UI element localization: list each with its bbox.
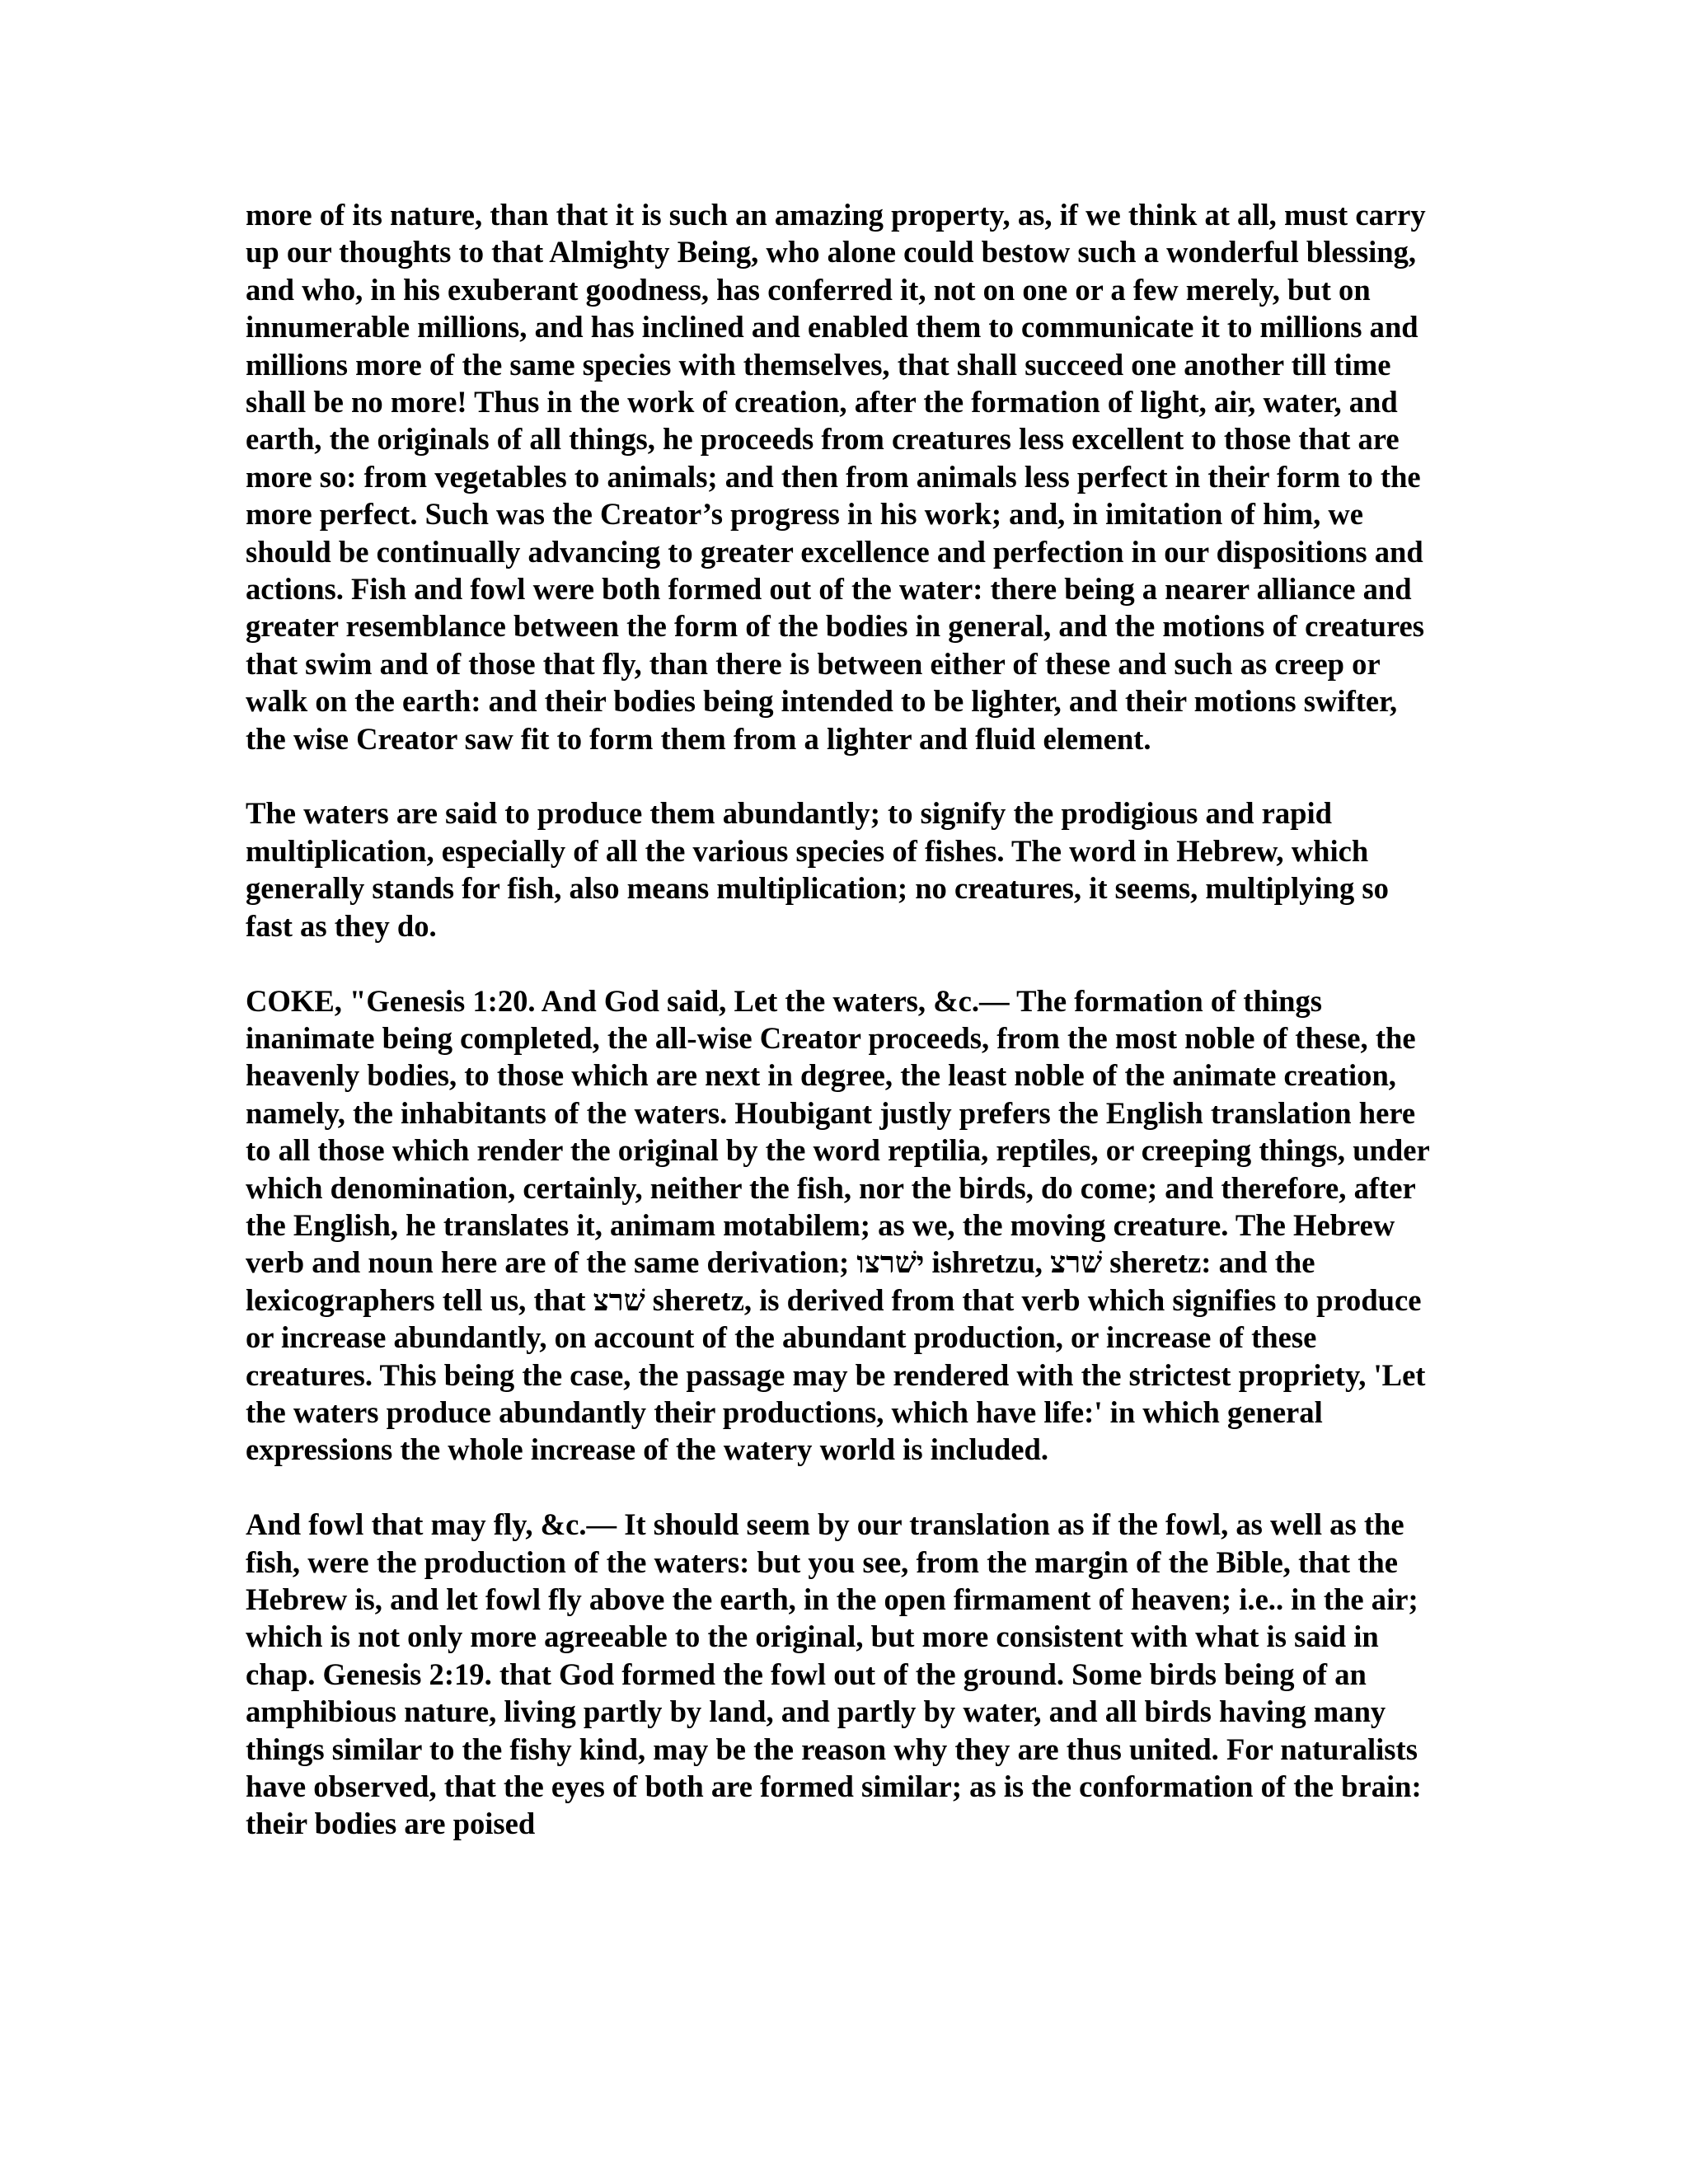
paragraph-4: And fowl that may fly, &c.— It should seem by our translation as if the fowl, as well as the fish, were the production of the waters: but you see, from the margin of the Bible, that the Hebrew is, and let fowl fly above the earth, in the open firmament of heaven; i.e.. in the air; which is not only more agreeable to the original, but more consistent with what is said in chap. Genesis 2:19. that God formed the fowl out of the ground. Some birds being of an amphibious nature, living partly by land, and partly by water, and all birds having many things similar to the fishy kind, may be the reason why they are thus united. For naturalists have observed, that the eyes of both are formed similar; as is the conformation of the brain: their bodies are poised xyxy=(246,1507,1422,1841)
paragraph-3: COKE, "Genesis 1:20. And God said, Let the waters, &c.— The formation of things inanimate being completed, the all-wise Creator proceeds, from the most noble of these, the heavenly bodies, to those which are next in degree, the least noble of the animate creation, namely, the inhabitants of the waters. Houbigant justly prefers the English translation here to all those which render the original by the word reptilia, reptiles, or creeping things, under which denomination, certainly, neither the fish, nor the birds, do come; and therefore, after the English, he translates it, animam motabilem; as we, the moving creature. The Hebrew verb and noun here are of the same derivation; ישׁרצו ishretzu, שׁרצ sheretz: and the lexicographers tell us, that שׁרצ sheretz, is derived from that verb which signifies to produce or increase abundantly, on account of the abundant production, or increase of these creatures. This being the case, the passage may be rendered with the strictest propriety, 'Let the waters produce abundantly their productions, which have life:' in which general expressions the whole increase of the watery world is included. xyxy=(246,983,1430,1467)
paragraph-2: The waters are said to produce them abundantly; to signify the prodigious and rapid multiplication, especially of all the various species of fishes. The word in Hebrew, which generally stands for fish, also means multiplication; no creatures, it seems, multiplying so fast as they do. xyxy=(246,796,1389,943)
paragraph-1: more of its nature, than that it is such an amazing property, as, if we think at all, must carry up our thoughts to that Almighty Being, who alone could bestow such a wonderful blessing, and who, in his exuberant goodness, has conferred it, not on one or a few merely, but on innumerable millions, and has inclined and enabled them to communicate it to millions and millions more of the same species with themselves, that shall succeed one another till time shall be no more! Thus in the work of creation, after the formation of light, air, water, and earth, the originals of all things, he proceeds from creatures less excellent to those that are more so: from vegetables to animals; and then from animals less perfect in their form to the more perfect. Such was the Creator’s progress in his work; and, in imitation of him, we should be continually advancing to greater excellence and perfection in our dispositions and actions. Fish and fowl were both formed out of the water: there being a nearer alliance and greater resemblance between the form of the bodies in general, and the motions of creatures that swim and of those that fly, than there is between either of these and such as creep or walk on the earth: and their bodies being intended to be lighter, and their motions swifter, the wise Creator saw fit to form them from a lighter and fluid element. xyxy=(246,198,1426,756)
text-column xyxy=(246,196,1442,1843)
